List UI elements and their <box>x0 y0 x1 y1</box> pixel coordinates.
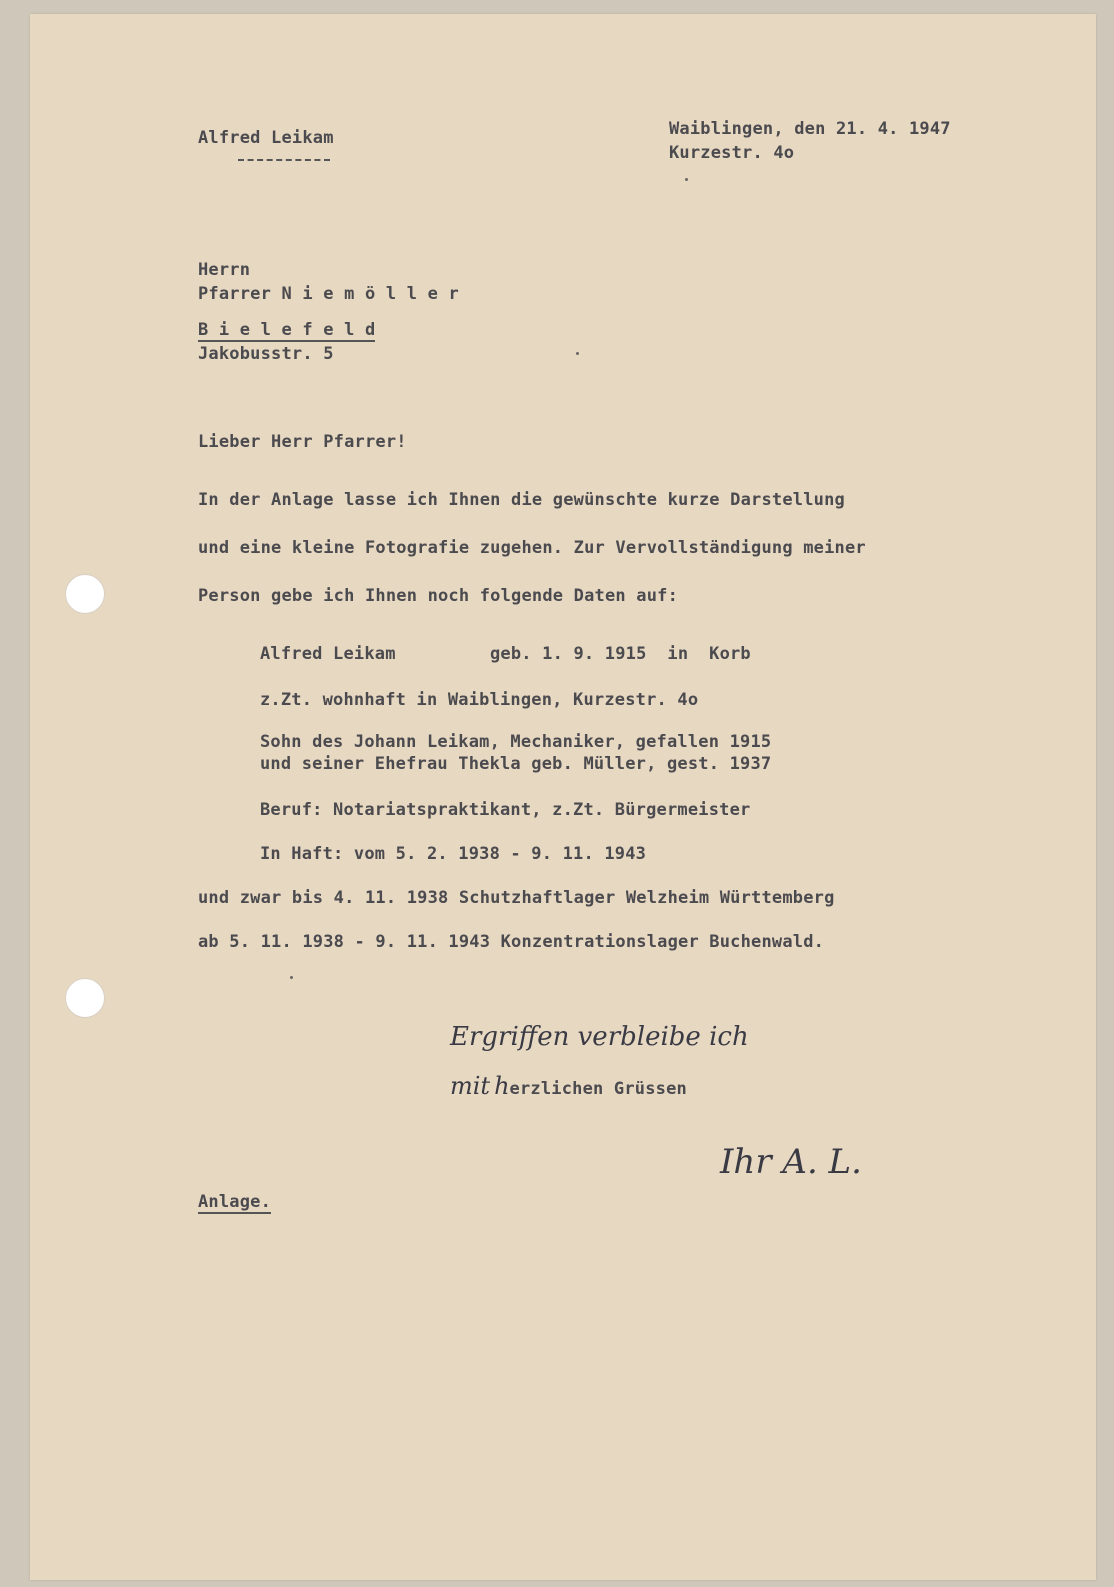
camps-line-2: ab 5. 11. 1938 - 9. 11. 1943 Konzentrationslager Buchenwald. <box>198 932 825 952</box>
detail-residence: z.Zt. wohnhaft in Waiblingen, Kurzestr. 4o <box>260 690 699 710</box>
closing-handwritten: Ergriffen verbleibe ich <box>450 1022 749 1052</box>
detail-name: Alfred Leikam <box>260 644 396 664</box>
letter-page <box>30 14 1096 1580</box>
enclosure-text: Anlage. <box>198 1192 272 1212</box>
body-line-3: Person gebe ich Ihnen noch folgende Daten auf: <box>198 586 679 606</box>
recipient-salutation: Herrn <box>198 260 251 280</box>
place-date: Waiblingen, den 21. 4. 1947 <box>669 119 951 139</box>
detail-parents-2: und seiner Ehefrau Thekla geb. Müller, gest. 1937 <box>260 754 772 774</box>
punch-hole-upper <box>65 574 105 614</box>
paper-speck <box>685 178 688 181</box>
enclosure <box>198 1192 271 1212</box>
closing-typed: erzlichen Grüssen <box>509 1079 687 1099</box>
closing-handwritten-mit: mit <box>450 1072 491 1100</box>
detail-birth: geb. 1. 9. 1915 in Korb <box>490 644 751 664</box>
sender-underline <box>238 159 330 161</box>
greeting: Lieber Herr Pfarrer! <box>198 432 407 452</box>
punch-hole-lower <box>65 978 105 1018</box>
body-line-1: In der Anlage lasse ich Ihnen die gewünschte kurze Darstellung <box>198 490 845 510</box>
closing-handwritten-h: h <box>494 1072 510 1100</box>
body-line-2: und eine kleine Fotografie zugehen. Zur Vervollständigung meiner <box>198 538 866 558</box>
recipient-city <box>198 320 375 340</box>
paper-speck <box>576 352 579 355</box>
recipient-name: N i e m ö l l e r <box>281 284 459 304</box>
sender-street: Kurzestr. 4o <box>669 143 795 163</box>
signature: Ihr A. L. <box>720 1142 862 1182</box>
detail-profession: Beruf: Notariatspraktikant, z.Zt. Bürgermeister <box>260 800 751 820</box>
camps-line-1: und zwar bis 4. 11. 1938 Schutzhaftlager Welzheim Württemberg <box>198 888 835 908</box>
recipient-title: Pfarrer <box>198 284 272 304</box>
recipient-city-text: B i e l e f e l d <box>198 320 376 340</box>
paper-speck <box>290 976 293 979</box>
sender-name: Alfred Leikam <box>198 128 334 148</box>
detail-detention: In Haft: vom 5. 2. 1938 - 9. 11. 1943 <box>260 844 647 864</box>
closing-line <box>450 1072 687 1100</box>
detail-parents-1: Sohn des Johann Leikam, Mechaniker, gefallen 1915 <box>260 732 772 752</box>
recipient-line <box>198 284 459 304</box>
recipient-street: Jakobusstr. 5 <box>198 344 334 364</box>
